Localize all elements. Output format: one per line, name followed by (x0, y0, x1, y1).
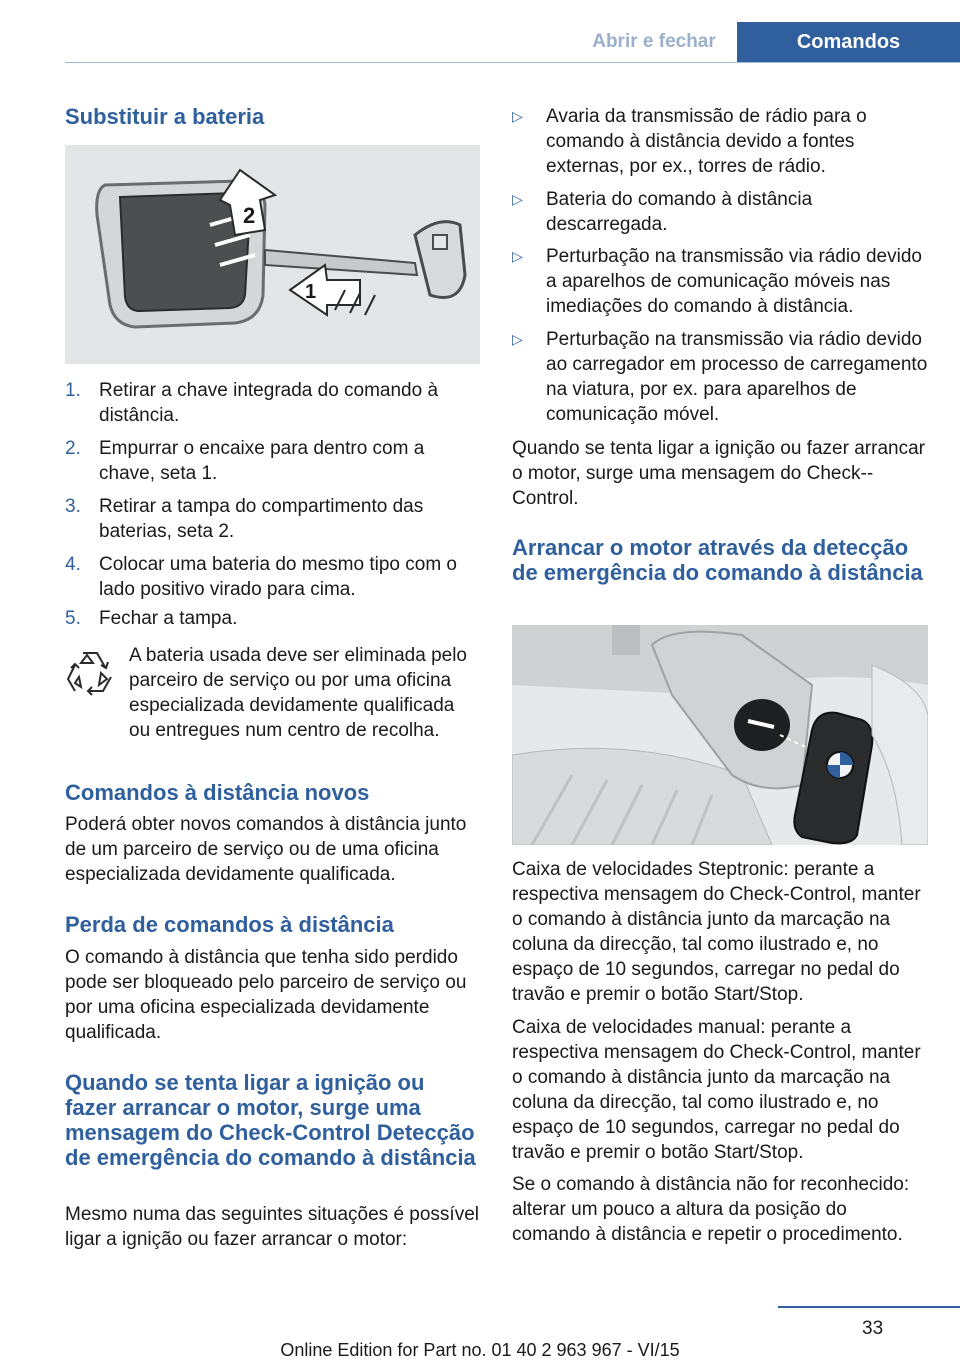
new-remotes-text: Poderá obter novos comandos à distância junto de um parceiro de serviço ou de uma oficina especializada devidamente qualificada. (65, 814, 467, 885)
bullet-text: Perturbação na transmissão via rádio devido ao carregador em processo de carregamento na viatura, por ex. para aparelhos de comunicação móvel. (546, 329, 928, 425)
lost-text: O comando à distância que tenha sido perdido pode ser bloqueado pelo parceiro de serviço ou por uma oficina especializada devidamente qualificada. (65, 947, 467, 1043)
bullet-icon: ▷ (512, 331, 523, 347)
not-recognized-text: Se o comando à distância não for reconhecido: alterar um pouco a altura da posição do comando à distância e repetir o procedimento. (512, 1174, 910, 1245)
chapter-tab[interactable]: Comandos (737, 22, 960, 62)
new-remotes-heading: Comandos à distância novos (65, 780, 370, 805)
battery-figure (65, 145, 480, 364)
steering-column-figure (512, 625, 928, 845)
page-number: 33 (862, 1318, 884, 1339)
step-text: Fechar a tampa. (99, 608, 238, 629)
checkcontrol-text: Mesmo numa das seguintes situações é possível ligar a ignição ou fazer arrancar o motor: (65, 1204, 479, 1250)
recycle-note-text: A bateria usada deve ser eliminada pelo parceiro de serviço ou por uma oficina especializada devidamente qualificada ou entregues num centro de recolha. (129, 645, 468, 741)
bullet-text: Avaria da transmissão de rádio para o comando à distância devido a fontes externas, por ex., torres de rádio. (546, 106, 867, 177)
edition-footer: Online Edition for Part no. 01 40 2 963 967 - VI/15 (280, 1340, 680, 1360)
recycle-icon (65, 647, 115, 699)
bullet-text: Bateria do comando à distância descarregada. (546, 189, 813, 235)
step-number: 5. (65, 608, 81, 629)
step-text: Empurrar o encaixe para dentro com a chave, seta 1. (99, 438, 425, 484)
lost-heading: Perda de comandos à distância (65, 912, 394, 937)
key-fob-illustration (65, 145, 480, 364)
step-number: 2. (65, 438, 81, 459)
ignition-text: Quando se tenta ligar a ignição ou fazer arrancar o motor, surge uma mensagem do Check--Control. (512, 438, 925, 509)
figure-label-2: 2 (243, 203, 256, 228)
battery-heading: Substituir a bateria (65, 104, 265, 129)
step-text: Colocar uma bateria do mesmo tipo com o lado positivo virado para cima. (99, 554, 457, 600)
step-number: 1. (65, 380, 81, 401)
footer-rule (778, 1306, 960, 1308)
bullet-icon: ▷ (512, 248, 523, 264)
manual-text: Caixa de velocidades manual: perante a respectiva mensagem do Check-Control, manter o comando à distância junto da marcação na coluna da direcção, tal como ilustrado e, no espaço de 10 segundos, carregar no pedal do travão e premir o botão Start/Stop. (512, 1017, 921, 1163)
step-text: Retirar a tampa do compartimento das baterias, seta 2. (99, 496, 424, 542)
bullet-icon: ▷ (512, 191, 523, 207)
emergency-heading: Arrancar o motor através da detecção de emergência do comando à distância (512, 535, 923, 585)
step-number: 3. (65, 496, 81, 517)
bullet-icon: ▷ (512, 108, 523, 124)
section-tab[interactable]: Abrir e fechar (592, 31, 716, 52)
bullet-text: Perturbação na transmissão via rádio devido a aparelhos de comunicação móveis nas imediações do comando à distância. (546, 246, 922, 317)
steering-column-illustration (512, 625, 928, 845)
step-number: 4. (65, 554, 81, 575)
header-rule (65, 62, 960, 63)
step-text: Retirar a chave integrada do comando à distância. (99, 380, 439, 426)
steptronic-text: Caixa de velocidades Steptronic: perante a respectiva mensagem do Check-Control, manter o comando à distância junto da marcação na coluna da direcção, tal como ilustrado e, no espaço de 10 segundos, carregar no pedal do travão e premir o botão Start/Stop. (512, 859, 921, 1005)
checkcontrol-heading: Quando se tenta ligar a ignição ou fazer arrancar o motor, surge uma mensagem do Check-Control Detecção de emergência do comando à distância (65, 1070, 476, 1170)
recycle-note (65, 643, 480, 743)
figure-label-1: 1 (305, 281, 317, 303)
